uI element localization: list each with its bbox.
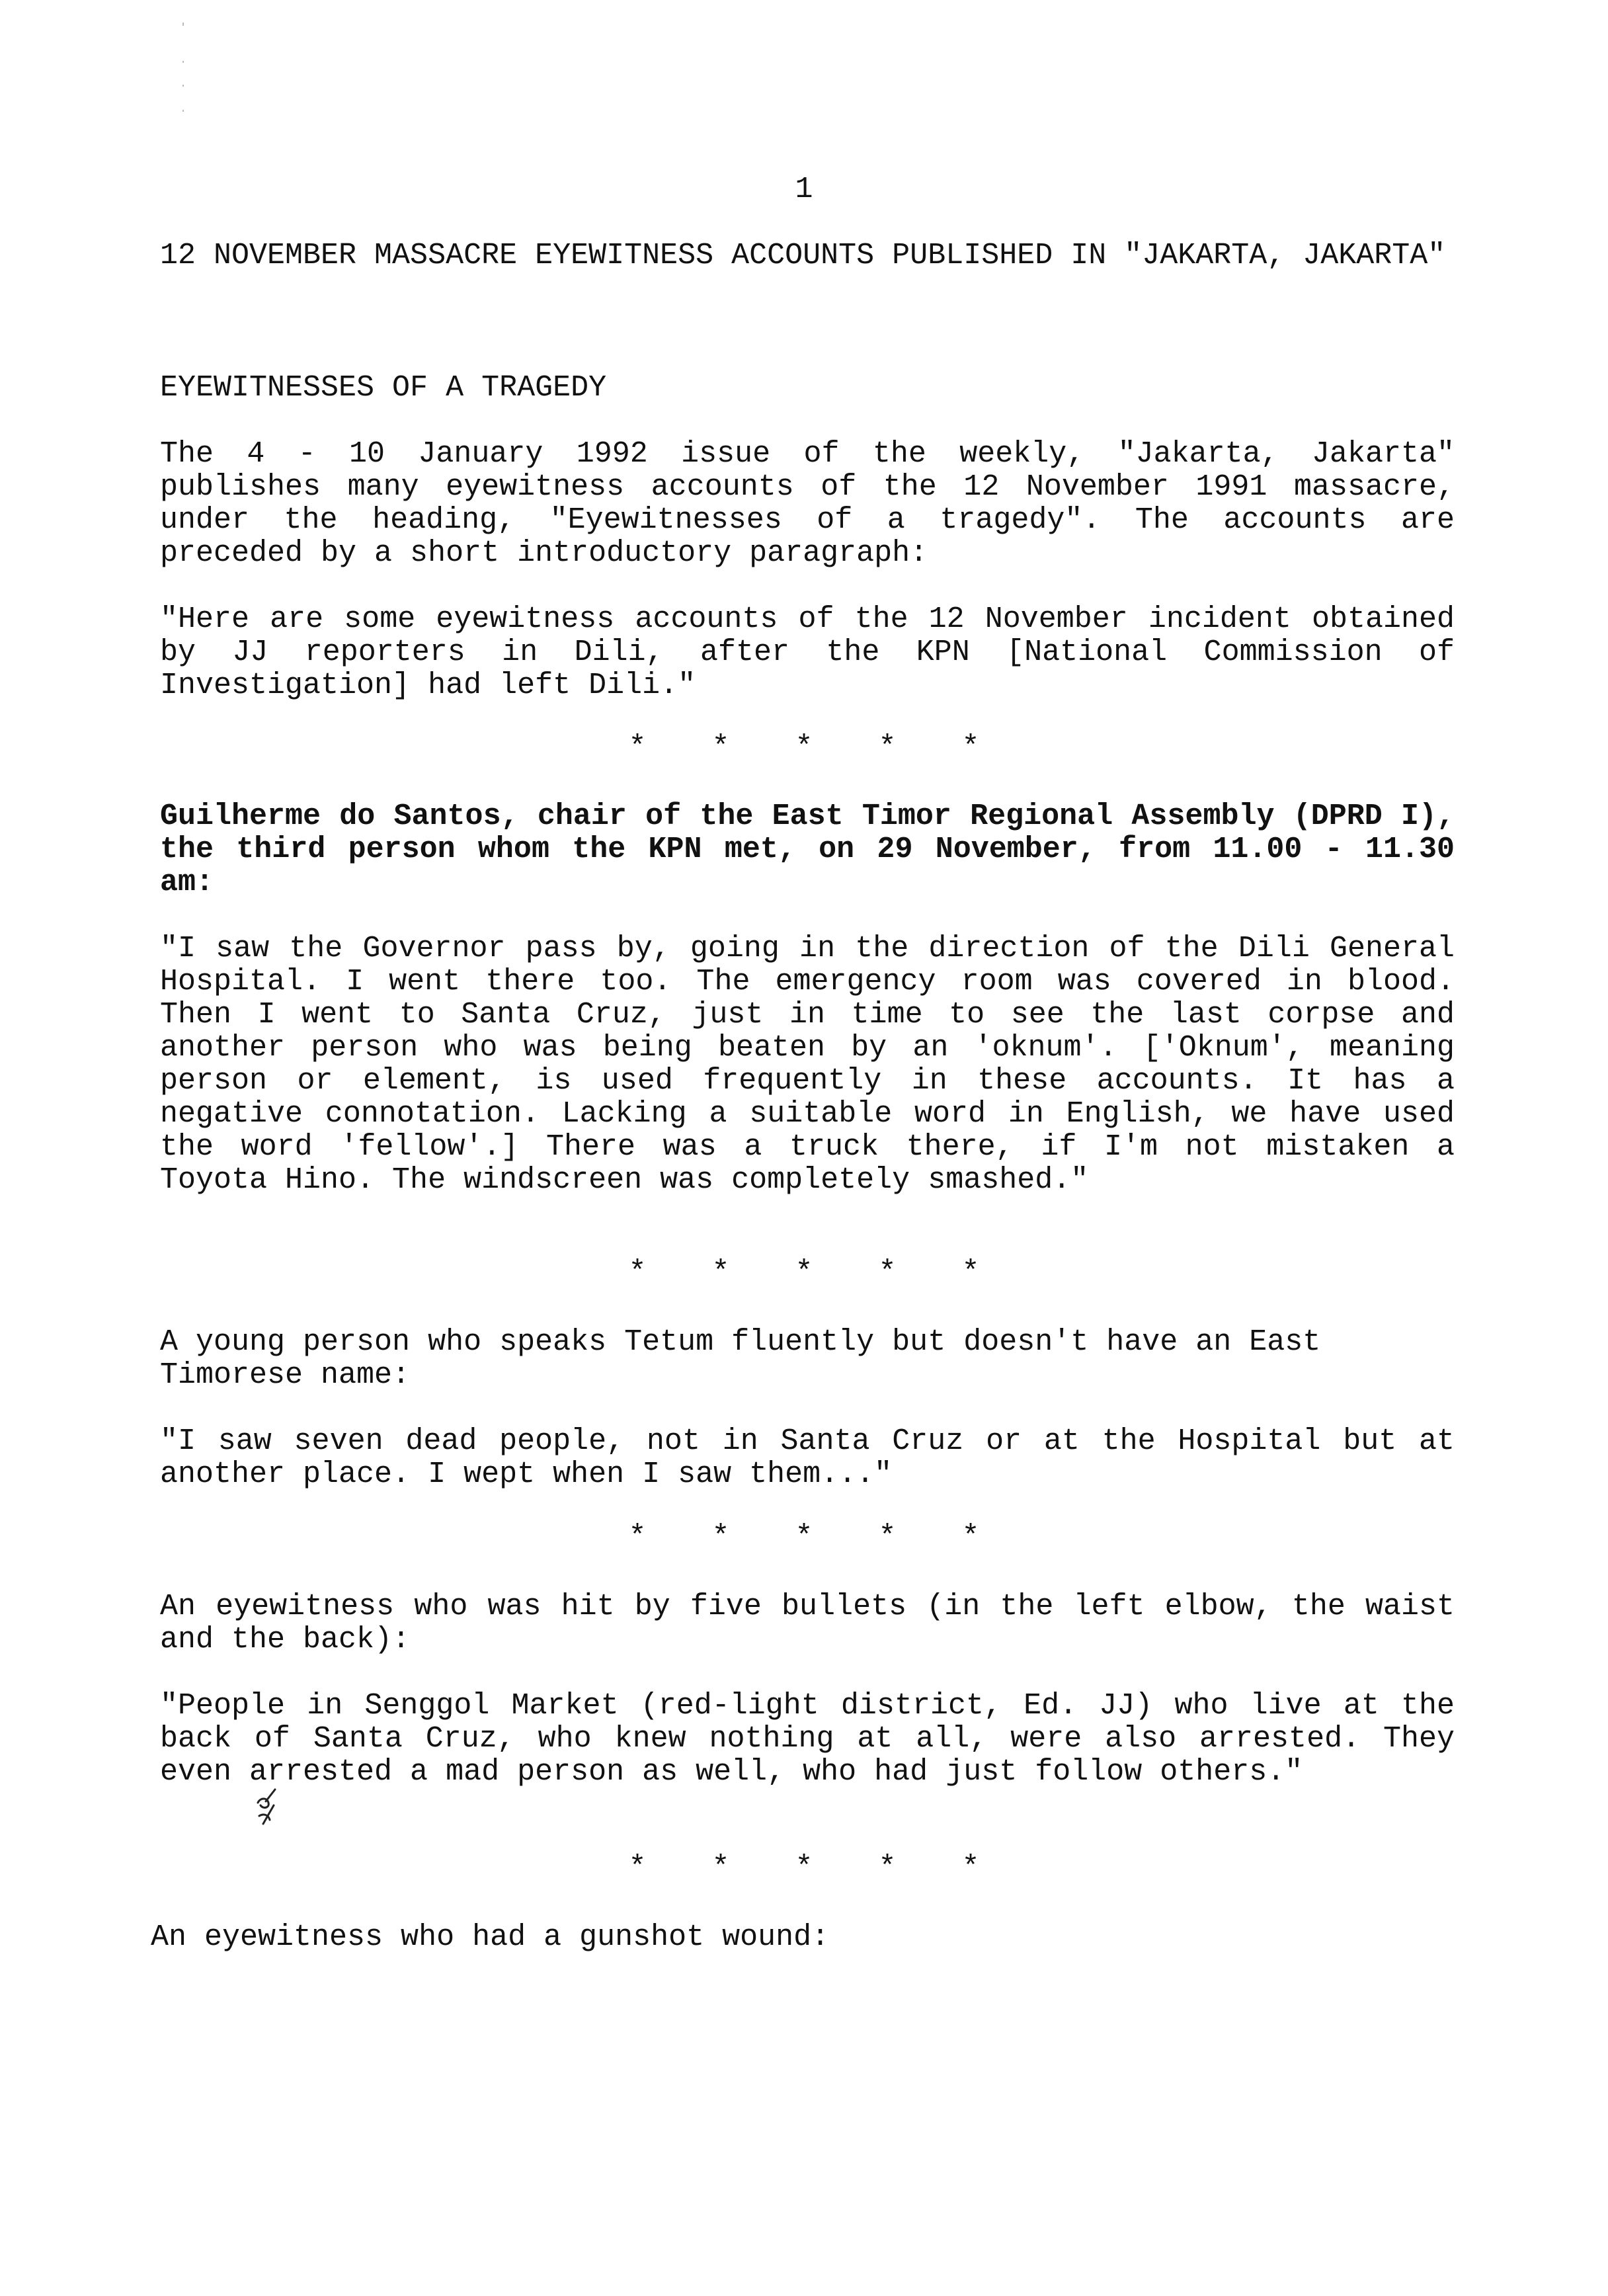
account-heading: An eyewitness who was hit by five bullets (in the left elbow, the waist and the back): [160, 1590, 1455, 1657]
document-title: 12 NOVEMBER MASSACRE EYEWITNESS ACCOUNTS PUBLISHED IN "JAKARTA, JAKARTA" [160, 239, 1446, 272]
account-quote: "I saw the Governor pass by, going in the direction of the Dili General Hospital. I went there too. The emergency room was covered in blood. Then I went to Santa Cruz, just in time to see the last corpse and another person who was being beaten by an 'oknum'. ['Oknum', meaning person or element, is used frequently in these accounts. It has a negative connotation. Lacking a suitable word in English, we have used the word 'fellow'.] There was a truck there, if I'm not mistaken a Toyota Hino. The windscreen was completely smashed." [160, 932, 1455, 1197]
scan-speck [182, 85, 184, 87]
scan-speck [182, 110, 184, 112]
scan-speck [182, 22, 184, 26]
intro-quote: "Here are some eyewitness accounts of the 12 November incident obtained by JJ reporters in Dili, after the KPN [National Commission of Investigation] had left Dili." [160, 602, 1455, 702]
account-heading: Guilherme do Santos, chair of the East Timor Regional Assembly (DPRD I), the third person whom the KPN met, on 29 November, from 11.00 - 11.30 am: [160, 800, 1455, 899]
account-heading: An eyewitness who had a gunshot wound: [151, 1920, 830, 1954]
scan-speck [182, 61, 184, 63]
handwritten-correction-mark [246, 1783, 286, 1829]
separator: * * * * * [628, 731, 980, 764]
section-heading: EYEWITNESSES OF A TRAGEDY [160, 371, 607, 405]
page-number: 1 [795, 173, 813, 206]
separator: * * * * * [628, 1256, 980, 1290]
account-heading: A young person who speaks Tetum fluently but doesn't have an East Timorese name: [160, 1325, 1321, 1392]
account-quote: "I saw seven dead people, not in Santa Cruz or at the Hospital but at another place. I wept when I saw them..." [160, 1424, 1455, 1491]
intro-paragraph: The 4 - 10 January 1992 issue of the weekly, "Jakarta, Jakarta" publishes many eyewitness accounts of the 12 November 1991 massacre, under the heading, "Eyewitnesses of a tragedy". The accounts are preceded by a short introductory paragraph: [160, 437, 1455, 570]
account-quote: "People in Senggol Market (red-light district, Ed. JJ) who live at the back of Santa Cruz, who knew nothing at all, were also arrested. They even arrested a mad person as well, who had just follow others." [160, 1689, 1455, 1789]
separator: * * * * * [628, 1520, 980, 1554]
separator: * * * * * [628, 1851, 980, 1885]
